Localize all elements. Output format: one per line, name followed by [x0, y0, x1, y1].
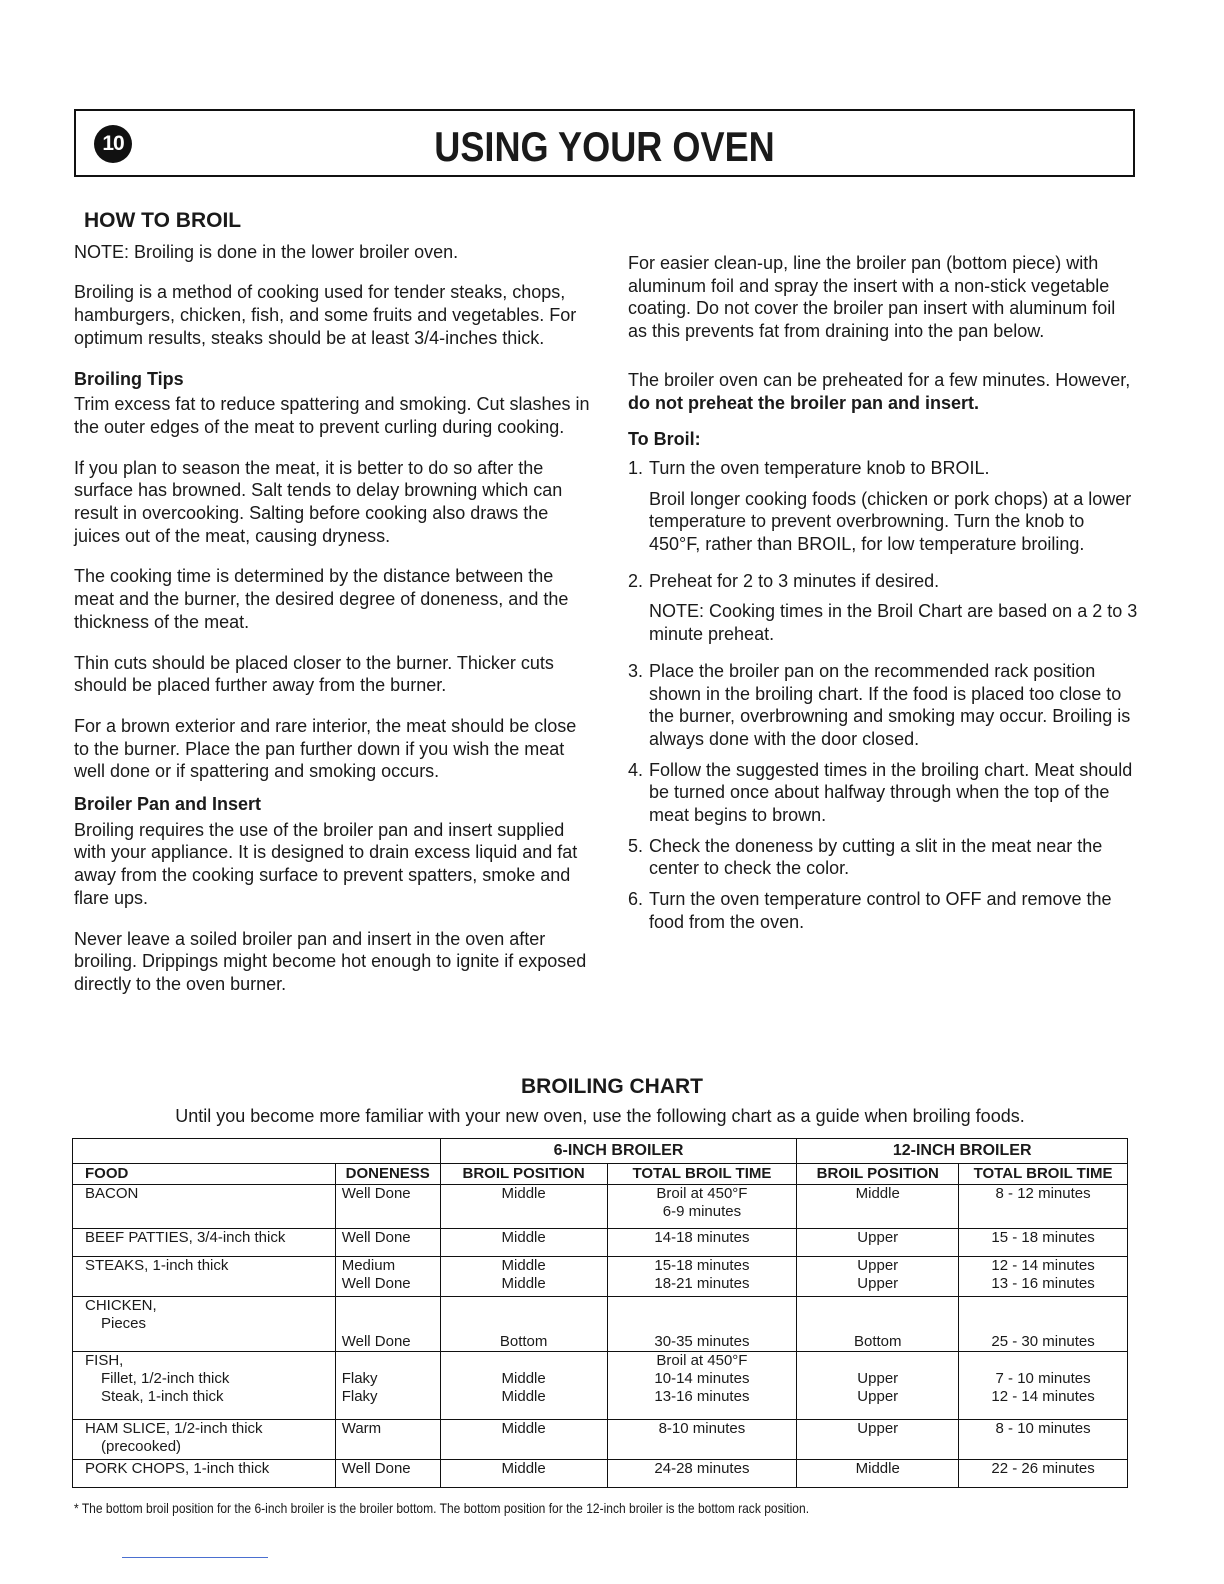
cell-line: Steak, 1-inch thick	[101, 1388, 224, 1405]
col-time-12: TOTAL BROIL TIME	[959, 1164, 1128, 1185]
tip-paragraph: Thin cuts should be placed closer to the burner. Thicker cuts should be placed further away from the burner.	[74, 652, 554, 696]
cell-line: Well Done	[341, 1229, 411, 1246]
cell-line: 10-14 minutes	[654, 1370, 750, 1387]
cell-pos12	[797, 1185, 959, 1229]
cell-line: Upper	[857, 1257, 899, 1274]
step-subtext: NOTE: Cooking times in the Broil Chart are based on a 2 to 3 minute preheat.	[649, 601, 1138, 645]
cell-line	[803, 1315, 952, 1333]
cell-line: Broil at 450°F	[656, 1352, 748, 1369]
broil-intro: Broiling is a method of cooking used for tender steaks, chops, hamburgers, chicken, fish, and some fruits and vegetables. For optimum results, steaks should be at least 3/4-inches thick.	[74, 282, 577, 348]
to-broil-title: To Broil:	[628, 429, 701, 450]
pan-title: Broiler Pan and Insert	[74, 794, 262, 815]
table-body	[73, 1185, 1128, 1488]
cell-line: Pieces	[101, 1315, 147, 1332]
cell-line: 7 - 10 minutes	[995, 1370, 1091, 1387]
cell-line	[803, 1352, 952, 1370]
cell-line	[965, 1315, 1121, 1333]
chart-title: BROILING CHART	[521, 1075, 703, 1098]
step-text: Preheat for 2 to 3 minutes if desired.	[649, 570, 940, 591]
pan-paragraph: Broiling requires the use of the broiler pan and insert supplied with your appliance. It is designed to drain excess liquid and fat away from the cooking surface to prevent spatters, smoke and flare ups.	[74, 819, 578, 908]
cell-doneness	[335, 1297, 440, 1352]
cell-food	[73, 1229, 336, 1257]
table-row	[73, 1297, 1128, 1352]
broiling-chart-table	[72, 1138, 1128, 1488]
step-item	[628, 835, 1138, 880]
step-text: Turn the oven temperature control to OFF and remove the food from the oven.	[649, 889, 1112, 932]
cell-pos6	[440, 1229, 607, 1257]
step-number: 1.	[628, 457, 644, 478]
cell-line: Upper	[857, 1370, 899, 1387]
tip-paragraph: If you plan to season the meat, it is better to do so after the surface has browned. Salt tends to delay browning which can result in overcooking. Salting before cooking also draws the juices out of the meat, causing dryness.	[74, 457, 563, 546]
pan-paragraph: Never leave a soiled broiler pan and insert in the oven after broiling. Drippings might become hot enough to ignite if exposed directly to the oven burner.	[74, 928, 587, 994]
preheat-text: The broiler oven can be preheated for a few minutes. However,	[628, 369, 1131, 390]
cell-pos6	[440, 1460, 607, 1488]
cell-line: Upper	[857, 1275, 899, 1292]
table-group-header	[73, 1139, 1128, 1164]
cell-line	[342, 1352, 434, 1370]
cell-line: 22 - 26 minutes	[991, 1460, 1095, 1477]
cell-time12	[959, 1460, 1128, 1488]
cell-line: Middle	[501, 1275, 546, 1292]
step-item	[628, 457, 1138, 556]
cell-line: 13 - 16 minutes	[991, 1275, 1095, 1292]
col-pos-6: BROIL POSITION	[440, 1164, 607, 1185]
cell-line: Middle	[501, 1420, 546, 1437]
cell-line: Middle	[501, 1460, 546, 1477]
cell-line	[614, 1315, 791, 1333]
broil-steps	[628, 457, 1138, 934]
step-text: Check the doneness by cutting a slit in the meat near the center to check the color.	[649, 835, 1103, 879]
step-item	[628, 660, 1138, 751]
cell-doneness	[335, 1460, 440, 1488]
tip-paragraph: The cooking time is determined by the distance between the meat and the burner, the desired degree of doneness, and the thickness of the meat.	[74, 566, 569, 632]
cell-line: Well Done	[341, 1460, 411, 1477]
cell-line: 25 - 30 minutes	[991, 1333, 1095, 1350]
cell-line: Upper	[857, 1388, 899, 1405]
divider-line	[122, 1557, 268, 1558]
chart-footnote: * The bottom broil position for the 6-inch broiler is the broiler bottom. The bottom position for the 12-inch broiler is the bottom rack position.	[74, 1500, 810, 1516]
cell-line: Well Done	[341, 1185, 411, 1202]
cell-line	[965, 1297, 1121, 1315]
cell-line: Upper	[857, 1420, 899, 1437]
cell-time6	[607, 1257, 797, 1297]
preheat-paragraph	[628, 369, 1138, 414]
cell-line	[342, 1315, 434, 1333]
cell-line	[342, 1297, 434, 1315]
cell-line: FISH,	[85, 1352, 124, 1369]
cell-line: Flaky	[341, 1370, 378, 1387]
cell-doneness	[335, 1229, 440, 1257]
cell-line: Middle	[501, 1370, 546, 1387]
cell-line: Middle	[501, 1229, 546, 1246]
cell-line: 30-35 minutes	[654, 1333, 750, 1350]
broil-note: NOTE: Broiling is done in the lower broiler oven.	[74, 241, 459, 262]
cell-line: Middle	[855, 1460, 900, 1477]
cell-line: 6-9 minutes	[662, 1203, 742, 1220]
cell-line: Fillet, 1/2-inch thick	[101, 1370, 230, 1387]
cell-time12	[959, 1297, 1128, 1352]
table-row	[73, 1460, 1128, 1488]
cell-doneness	[335, 1257, 440, 1297]
cell-food	[73, 1297, 336, 1352]
cell-line: 15 - 18 minutes	[991, 1229, 1095, 1246]
cell-food	[73, 1257, 336, 1297]
chapter-header	[74, 109, 1135, 177]
cell-line: Flaky	[341, 1388, 378, 1405]
cell-line: 8-10 minutes	[658, 1420, 746, 1437]
cell-line: Middle	[501, 1185, 546, 1202]
cell-line	[447, 1315, 601, 1333]
cell-doneness	[335, 1185, 440, 1229]
cell-line	[447, 1297, 601, 1315]
cell-time12	[959, 1185, 1128, 1229]
section-title: HOW TO BROIL	[84, 209, 242, 232]
cell-pos12	[797, 1229, 959, 1257]
cell-pos6	[440, 1257, 607, 1297]
cell-time6	[607, 1460, 797, 1488]
cell-line: Well Done	[341, 1333, 411, 1350]
cell-time12	[959, 1229, 1128, 1257]
step-item	[628, 759, 1138, 827]
cell-line	[447, 1352, 601, 1370]
right-column	[628, 252, 1138, 942]
cell-line: BEEF PATTIES, 3/4-inch thick	[85, 1229, 286, 1246]
cell-pos12	[797, 1460, 959, 1488]
cell-pos6	[440, 1352, 607, 1420]
cell-line: HAM SLICE, 1/2-inch thick	[85, 1420, 263, 1437]
cell-food	[73, 1185, 336, 1229]
cell-line: 8 - 12 minutes	[995, 1185, 1091, 1202]
step-subtext: Broil longer cooking foods (chicken or pork chops) at a lower temperature to prevent overbrowning. Turn the knob to 450°F, rather than BROIL, for low temperature broiling.	[649, 488, 1132, 555]
col-food: FOOD	[73, 1164, 336, 1185]
tips-title: Broiling Tips	[74, 368, 184, 389]
table-row	[73, 1229, 1128, 1257]
cell-line: 24-28 minutes	[654, 1460, 750, 1477]
cell-line: 15-18 minutes	[654, 1257, 750, 1274]
cell-line: 13-16 minutes	[654, 1388, 750, 1405]
step-text: Follow the suggested times in the broiling chart. Meat should be turned once about halfway through when the top of the meat begins to brown.	[649, 759, 1133, 826]
cell-line: BACON	[85, 1185, 139, 1202]
cell-line: Bottom	[853, 1333, 902, 1350]
col-pos-12: BROIL POSITION	[797, 1164, 959, 1185]
page-title: USING YOUR OVEN	[434, 123, 775, 170]
cell-time6	[607, 1297, 797, 1352]
chapter-number-badge: 10	[94, 125, 132, 163]
step-item	[628, 888, 1138, 933]
table-row	[73, 1185, 1128, 1229]
cell-time6	[607, 1420, 797, 1460]
cell-line: Middle	[855, 1185, 900, 1202]
group-6-inch-header: 6-INCH BROILER	[440, 1139, 797, 1164]
col-time-6: TOTAL BROIL TIME	[607, 1164, 797, 1185]
cell-pos12	[797, 1420, 959, 1460]
cell-pos12	[797, 1352, 959, 1420]
cell-line	[614, 1297, 791, 1315]
cell-time12	[959, 1257, 1128, 1297]
cell-line	[803, 1297, 952, 1315]
table-row	[73, 1420, 1128, 1460]
tip-paragraph: Trim excess fat to reduce spattering and smoking. Cut slashes in the outer edges of the meat to prevent curling during cooking.	[74, 394, 590, 437]
cell-line: Middle	[501, 1257, 546, 1274]
cell-line: Warm	[341, 1420, 382, 1437]
chart-intro: Until you become more familiar with your new oven, use the following chart as a guide when broiling foods.	[175, 1106, 1025, 1126]
table-column-header	[73, 1164, 1128, 1185]
cell-line	[965, 1352, 1121, 1370]
cell-pos6	[440, 1185, 607, 1229]
cell-time6	[607, 1185, 797, 1229]
cell-food	[73, 1420, 336, 1460]
cell-line: CHICKEN,	[85, 1297, 157, 1314]
blank-header-cell	[73, 1139, 441, 1164]
cell-line: 8 - 10 minutes	[995, 1420, 1091, 1437]
cell-line: Bottom	[499, 1333, 548, 1350]
step-number: 6.	[628, 889, 644, 910]
cell-food	[73, 1460, 336, 1488]
tip-paragraph: For a brown exterior and rare interior, the meat should be close to the burner. Place the pan further down if you wish the meat well done or if spattering and smoking occurs.	[74, 715, 577, 782]
step-item	[628, 570, 1138, 646]
cell-doneness	[335, 1420, 440, 1460]
cell-time6	[607, 1229, 797, 1257]
preheat-warning: do not preheat the broiler pan and insert.	[628, 392, 980, 413]
cell-line: Medium	[341, 1257, 396, 1274]
cell-pos12	[797, 1257, 959, 1297]
cell-line: 12 - 14 minutes	[991, 1388, 1095, 1405]
cell-line: Upper	[857, 1229, 899, 1246]
cleanup-paragraph: For easier clean-up, line the broiler pan (bottom piece) with aluminum foil and spray the insert with a non-stick vegetable coating. Do not cover the broiler pan insert with aluminum foil as this prevents fat from draining into the pan below.	[628, 253, 1116, 342]
cell-food	[73, 1352, 336, 1420]
cell-doneness	[335, 1352, 440, 1420]
cell-pos6	[440, 1297, 607, 1352]
group-12-inch-header: 12-INCH BROILER	[797, 1139, 1128, 1164]
table-row	[73, 1352, 1128, 1420]
left-column	[74, 210, 594, 1014]
col-doneness: DONENESS	[335, 1164, 440, 1185]
step-number: 4.	[628, 759, 644, 780]
step-text: Turn the oven temperature knob to BROIL.	[649, 457, 990, 478]
step-number: 5.	[628, 835, 644, 856]
cell-pos12	[797, 1297, 959, 1352]
step-number: 2.	[628, 570, 644, 591]
cell-line: 14-18 minutes	[654, 1229, 750, 1246]
cell-line: 18-21 minutes	[654, 1275, 750, 1292]
cell-line: Middle	[501, 1388, 546, 1405]
step-text: Place the broiler pan on the recommended rack position shown in the broiling chart. If the food is placed too close to the burner, overbrowning and smoking may occur. Broiling is always done with the door closed.	[649, 660, 1131, 749]
cell-line: PORK CHOPS, 1-inch thick	[85, 1460, 270, 1477]
step-number: 3.	[628, 660, 644, 681]
cell-time12	[959, 1352, 1128, 1420]
cell-time6	[607, 1352, 797, 1420]
table-row	[73, 1257, 1128, 1297]
cell-line: STEAKS, 1-inch thick	[85, 1257, 229, 1274]
cell-line: Well Done	[341, 1275, 411, 1292]
cell-line: (precooked)	[101, 1438, 182, 1455]
cell-line: Broil at 450°F	[656, 1185, 748, 1202]
cell-time12	[959, 1420, 1128, 1460]
cell-pos6	[440, 1420, 607, 1460]
cell-line: 12 - 14 minutes	[991, 1257, 1095, 1274]
